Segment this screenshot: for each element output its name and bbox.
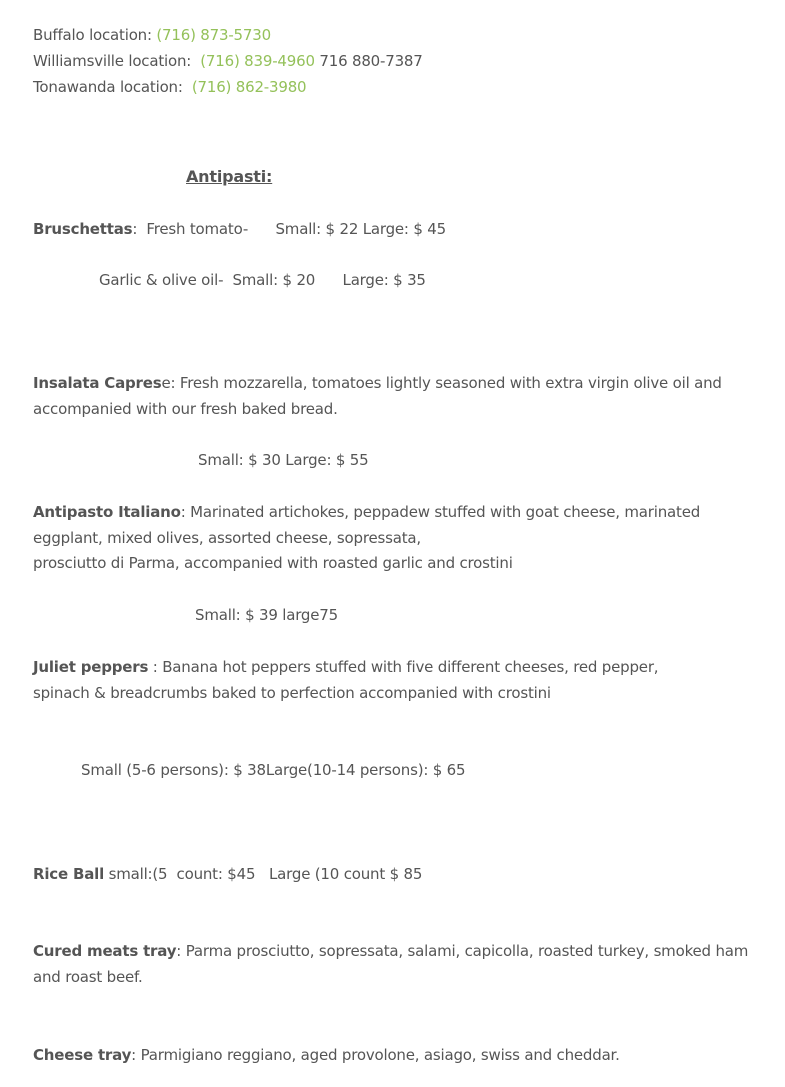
phone-link[interactable]: (716) 862-3980	[191, 78, 307, 96]
menu-item-antipasto	[33, 500, 758, 551]
item-name: Insalata Capres	[33, 374, 162, 392]
menu-item-cheese-tray	[33, 1043, 620, 1068]
item-price-line: Small: $ 30 Large: $ 55	[198, 451, 369, 469]
location-label: Buffalo location:	[33, 26, 157, 44]
item-description: : Parma prosciutto, sopressata, salami, capicolla, roasted turkey, smoked ham and roast beef.	[33, 942, 749, 986]
phone-link[interactable]: (716) 839-4960	[200, 52, 315, 70]
location-buffalo	[33, 23, 271, 48]
section-title: Antipasti:	[186, 167, 273, 186]
item-description: small:(5 count: $45 Large (10 count $ 85	[104, 865, 423, 883]
item-name: Cheese tray	[33, 1046, 132, 1064]
item-description: e: Fresh mozzarella, tomatoes lightly seasoned with extra virgin olive oil and accompanied with our fresh baked bread.	[33, 374, 722, 418]
item-price-line: Small (5-6 persons): $ 38Large(10-14 persons): $ 65	[81, 761, 466, 779]
item-price-line: Garlic & olive oil- Small: $ 20 Large: $ 35	[99, 271, 426, 289]
menu-item-caprese	[33, 371, 758, 422]
location-label: Tonawanda location:	[33, 78, 192, 96]
menu-item-rice-ball	[33, 862, 422, 887]
menu-item-juliet-peppers	[33, 655, 693, 706]
item-name: Rice Ball	[33, 865, 105, 883]
item-name: Juliet peppers	[33, 658, 149, 676]
menu-item-cured-meats	[33, 939, 758, 990]
item-description: : Banana hot peppers stuffed with five different cheeses, red pepper, spinach & breadcrumbs baked to perfection accompanied with crostini	[33, 658, 659, 702]
item-price-line: : Fresh tomato- Small: $ 22 Large: $ 45	[132, 220, 446, 238]
location-tonawanda	[33, 75, 306, 100]
item-price-line: Small: $ 39 large75	[195, 606, 338, 624]
item-name: Bruschettas	[33, 220, 133, 238]
item-name: Cured meats tray	[33, 942, 177, 960]
item-name: Antipasto Italiano	[33, 503, 181, 521]
location-williamsville	[33, 49, 423, 74]
item-description: : Parmigiano reggiano, aged provolone, asiago, swiss and cheddar.	[131, 1046, 620, 1064]
location-extra-phone: 716 880-7387	[314, 52, 423, 70]
item-description: prosciutto di Parma, accompanied with roasted garlic and crostini	[33, 554, 513, 572]
item-description: : Marinated artichokes, peppadew stuffed with goat cheese, marinated eggplant, mixed olives, assorted cheese, sopressata,	[33, 503, 701, 547]
phone-link[interactable]: (716) 873-5730	[156, 26, 271, 44]
menu-item-bruschettas	[33, 217, 446, 242]
location-label: Williamsville location:	[33, 52, 201, 70]
